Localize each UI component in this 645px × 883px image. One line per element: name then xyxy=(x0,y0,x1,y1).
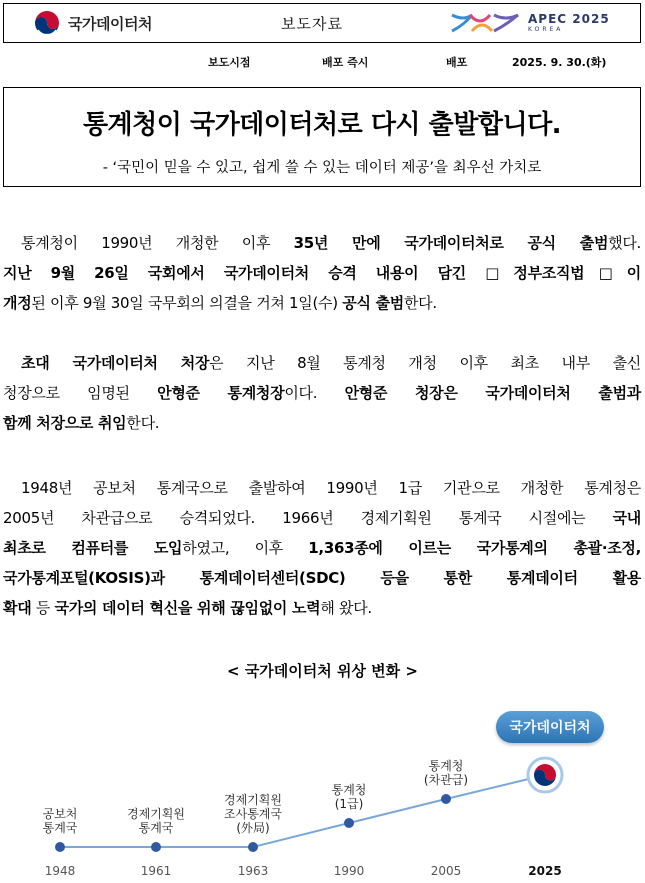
paragraph-line: 지난 9월 26일 국회에서 국가데이터처 승격 내용이 담긴 □정부조직법□이 xyxy=(3,264,641,282)
paragraph-line: 확대 등 국가의 데이터 혁신을 위해 끊임없이 노력해 왔다. xyxy=(3,599,372,617)
government-emblem-icon xyxy=(34,10,60,36)
release-info xyxy=(0,54,645,70)
paragraph-line: 1948년 공보처 통계국으로 출발하여 1990년 1급 기관으로 개청한 통계청은 xyxy=(21,479,641,497)
timeline-year: 2025 xyxy=(528,864,562,878)
timeline-point xyxy=(151,842,161,852)
release-time-label: 보도시점 xyxy=(208,56,251,69)
paragraph-line: 함께 처장으로 취임한다. xyxy=(3,414,160,432)
paragraph-line: 통계청이 1990년 개청한 이후 35년 만에 국가데이터처로 공식 출범했다. xyxy=(21,234,642,252)
release-time-value: 배포 즉시 xyxy=(322,56,369,69)
header-bar xyxy=(3,3,641,43)
timeline-stage-label: 경제기획원 조사통계국 (外局) xyxy=(224,793,282,835)
release-date-value: 2025. 9. 30.(화) xyxy=(512,56,607,69)
timeline-stage-label: 경제기획원 통계국 xyxy=(127,807,185,835)
apec-subtitle: KOREA xyxy=(528,26,564,33)
timeline-point xyxy=(344,818,354,828)
apec-title: APEC 2025 xyxy=(528,12,610,26)
timeline-point xyxy=(248,842,258,852)
page-title: 통계청이 국가데이터처로 다시 출발합니다. xyxy=(82,110,562,140)
timeline-emblem-icon xyxy=(528,758,562,792)
current-status-badge: 국가데이터처 xyxy=(496,711,604,743)
timeline-stage-label: 통계청 (1급) xyxy=(331,783,367,811)
title-box xyxy=(3,87,641,187)
page-subtitle: - ‘국민이 믿을 수 있고, 쉽게 쓸 수 있는 데이터 제공’을 최우선 가치로 xyxy=(102,160,542,176)
timeline-year: 1961 xyxy=(140,864,172,878)
paragraph-3 xyxy=(3,473,641,623)
paragraph-line: 청장으로 임명된 안형준 통계청장이다. 안형준 청장은 국가데이터처 출범과 xyxy=(3,384,641,402)
doc-type: 보도자료 xyxy=(281,14,343,33)
timeline-year: 1948 xyxy=(44,864,76,878)
paragraph-line: 개정된 이후 9월 30일 국무회의 의결을 거쳐 1일(수) 공식 출범한다. xyxy=(3,294,437,312)
release-date-label: 배포 xyxy=(446,56,468,69)
paragraph-1 xyxy=(3,228,641,318)
apec-emblem-icon xyxy=(450,11,522,35)
timeline-point xyxy=(55,842,65,852)
header-org xyxy=(4,4,184,42)
timeline-year: 2005 xyxy=(430,864,462,878)
paragraph-line: 초대 국가데이터처 처장은 지난 8월 통계청 개청 이후 최초 내부 출신 xyxy=(21,354,641,372)
paragraph-line: 최초로 컴퓨터를 도입하였고, 이후 1,363종에 이르는 국가통계의 총괄·조정, xyxy=(3,539,641,557)
timeline-title: < 국가데이터처 위상 변화 > xyxy=(227,662,418,680)
timeline-point xyxy=(441,794,451,804)
paragraph-line: 2005년 차관급으로 승격되었다. 1966년 경제기획원 통계국 시절에는 국내 xyxy=(3,509,641,527)
apec-logo xyxy=(440,4,640,42)
timeline-year: 1963 xyxy=(237,864,269,878)
paragraph-2 xyxy=(3,348,641,438)
paragraph-line: 국가통계포털(KOSIS)과 통계데이터센터(SDC) 등을 통한 통계데이터 활용 xyxy=(3,569,641,587)
timeline-stage-label: 통계청 (차관급) xyxy=(423,759,469,787)
org-name: 국가데이터처 xyxy=(68,14,152,33)
timeline-stage-label: 공보처 통계국 xyxy=(42,807,78,835)
timeline-year: 1990 xyxy=(333,864,365,878)
